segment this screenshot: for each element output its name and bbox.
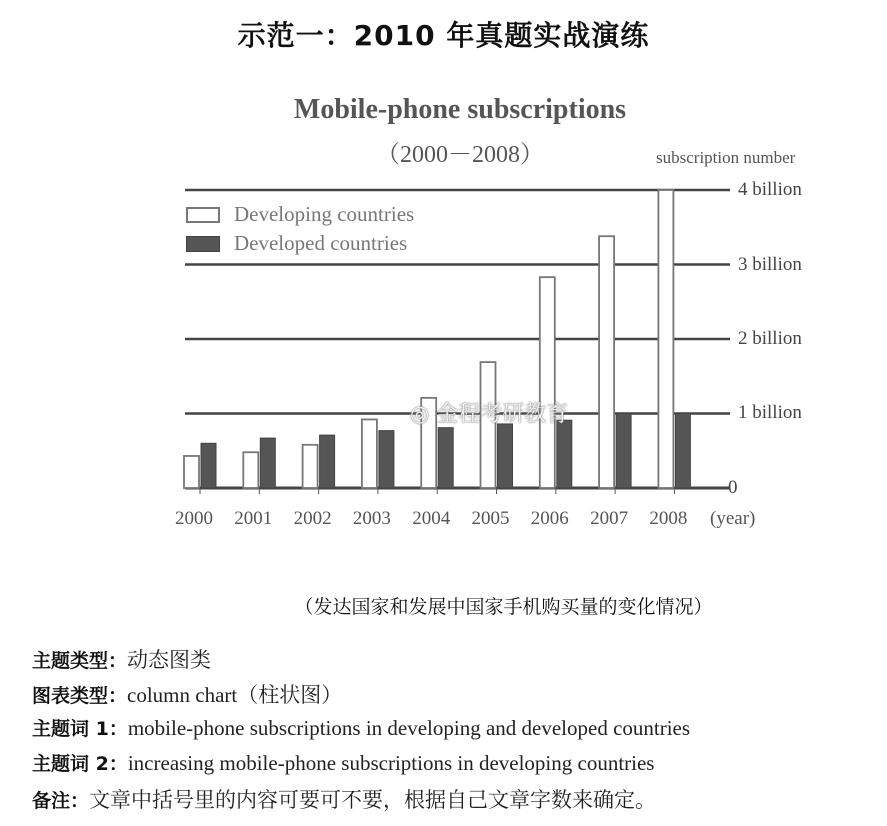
note-remark (32, 784, 690, 819)
legend-label: Developed countries (234, 231, 408, 255)
note-key: 备注： (32, 790, 90, 812)
watermark (410, 397, 568, 428)
chart-subtitle: （2000－2008） (376, 142, 544, 168)
note-key: 主题类型： (32, 650, 128, 672)
x-tick-label: 2008 (649, 508, 688, 529)
x-tick-label: 2002 (293, 508, 332, 529)
hollow-swatch-icon (186, 207, 220, 223)
note-value: mobile-phone subscriptions in developing and developed countries (127, 716, 691, 740)
note-key: 图表类型： (32, 685, 128, 707)
legend-label: Developing countries (234, 202, 415, 226)
legend-item-developing (186, 200, 414, 229)
bar-developing-2000 (184, 456, 199, 488)
legend-item-developed (186, 229, 414, 258)
y-tick-label: 3 billion (738, 254, 802, 275)
bar-developing-2006 (540, 277, 555, 488)
bar-developed-2007 (616, 414, 631, 489)
dark-swatch-icon (186, 236, 220, 252)
x-tick-label: 2003 (352, 508, 391, 529)
note-theme-type (32, 644, 690, 679)
note-keyword-1 (32, 714, 690, 749)
bar-developing-2003 (362, 419, 377, 488)
bar-developed-2000 (201, 443, 216, 488)
bar-developed-2001 (260, 438, 275, 488)
bar-developed-2002 (320, 435, 335, 488)
x-tick-label: 2005 (471, 508, 510, 529)
x-tick-label: 2001 (234, 508, 273, 529)
bar-developed-2006 (557, 420, 572, 488)
bar-developed-2005 (498, 424, 513, 488)
weibo-logo-icon: ◎ (410, 402, 430, 427)
y-tick-label: 0 (728, 477, 738, 498)
bar-developed-2004 (438, 428, 453, 488)
notes-list (32, 644, 690, 819)
bar-developed-2008 (675, 414, 690, 489)
y-tick-label: 2 billion (738, 328, 802, 349)
note-value: column chart（柱状图） (127, 683, 343, 707)
chart-caption: （发达国家和发展中国家手机购买量的变化情况） (294, 596, 713, 618)
note-key: 主题词 2： (32, 753, 128, 775)
watermark-text: 金程考研教育 (436, 402, 569, 427)
bar-developing-2002 (303, 445, 318, 488)
bar-developed-2003 (379, 431, 394, 488)
x-tick-label: 2000 (175, 508, 213, 529)
chart-title: Mobile-phone subscriptions (293, 94, 627, 125)
chart-legend (186, 200, 414, 258)
bar-developing-2008 (658, 190, 673, 488)
note-value: 文章中括号里的内容可要可不要，根据自己文章字数来确定。 (89, 788, 657, 812)
page-title: 示范一：2010 年真题实战演练 (237, 19, 650, 52)
x-tick-label: 2004 (412, 508, 451, 529)
note-chart-type (32, 679, 690, 714)
note-keyword-2 (32, 749, 690, 784)
bar-developing-2001 (243, 452, 258, 488)
y-axis-title: subscription number (656, 148, 796, 167)
y-tick-label: 1 billion (738, 402, 802, 423)
note-key: 主题词 1： (32, 718, 128, 740)
note-value: 动态图类 (127, 648, 212, 672)
x-tick-label: 2006 (530, 508, 569, 529)
y-tick-label: 4 billion (738, 179, 802, 200)
x-axis-suffix: (year) (710, 508, 756, 529)
bar-developing-2007 (599, 236, 614, 488)
x-tick-label: 2007 (590, 508, 629, 529)
note-value: increasing mobile-phone subscriptions in developing countries (127, 751, 655, 775)
